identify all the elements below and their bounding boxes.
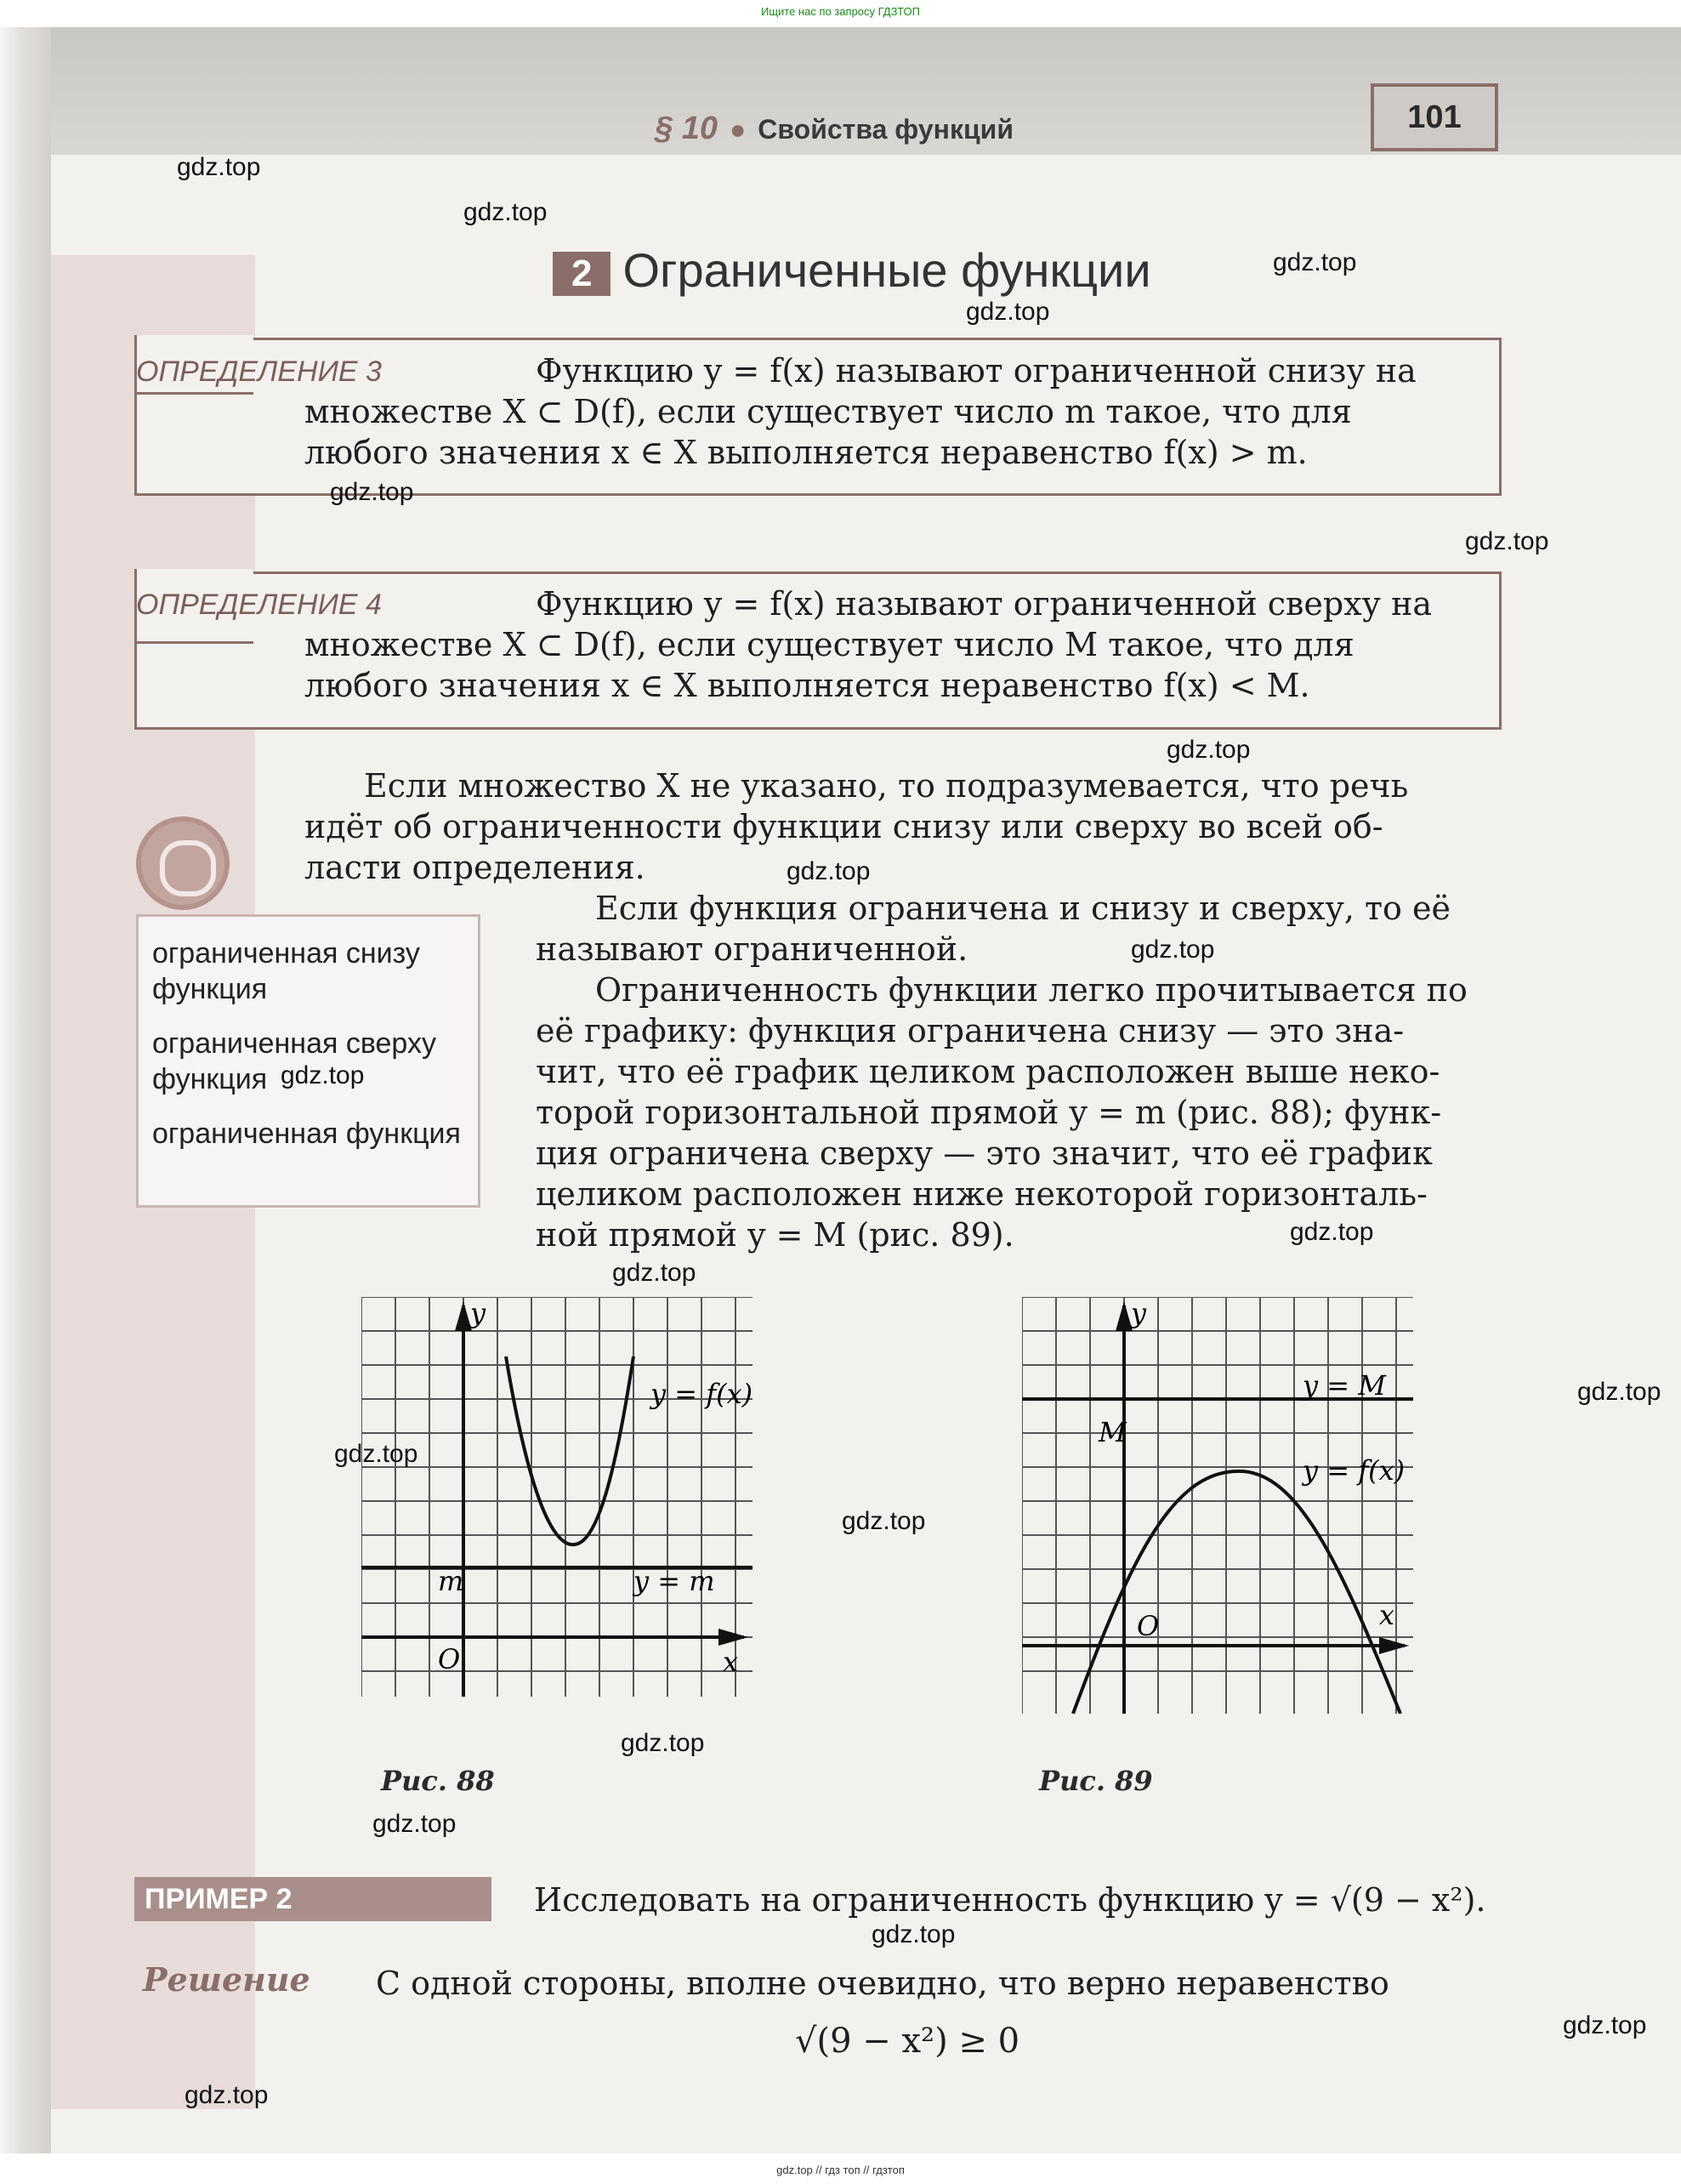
level-label-m: m — [438, 1565, 464, 1597]
watermark: gdz.top — [1167, 736, 1251, 764]
curve-label: y = f(x) — [650, 1378, 752, 1410]
figure-88 — [361, 1297, 752, 1697]
paragraph-3-line-6: целиком расположен ниже некоторой горизонталь- — [536, 1175, 1428, 1213]
axis-label-y: y — [1131, 1297, 1147, 1329]
definition-4-line-3: любого значения x ∈ X выполняется неравенство f(x) < M. — [304, 667, 1310, 704]
watermark: gdz.top — [966, 298, 1050, 326]
paragraph-3-line-4: торой горизонтальной прямой y = m (рис. 88); функ- — [536, 1094, 1442, 1131]
watermark: gdz.top — [842, 1507, 926, 1535]
paragraph-3-line-7: ной прямой y = M (рис. 89). — [536, 1216, 1014, 1254]
paragraph-2-line-1: Если функция ограничена и снизу и сверху, то её — [595, 890, 1451, 927]
line-label: y = M — [1303, 1369, 1386, 1402]
watermark: gdz.top — [1273, 248, 1357, 276]
line-label: y = m — [633, 1565, 715, 1597]
origin-label: O — [1137, 1610, 1160, 1642]
paragraph-3-line-5: ция ограничена сверху — это значит, что её график — [536, 1135, 1433, 1172]
watermark: gdz.top — [1577, 1378, 1661, 1406]
watermark: gdz.top — [330, 478, 414, 506]
book-binding — [0, 27, 51, 2153]
definition-3-line-1: Функцию y = f(x) называют ограниченной снизу на — [536, 352, 1417, 390]
watermark: gdz.top — [787, 857, 871, 885]
example-label: ПРИМЕР 2 — [134, 1877, 491, 1921]
curve-f — [1073, 1471, 1400, 1714]
paragraph-1-line-3: ласти определения. — [304, 849, 645, 886]
page-number: 101 — [1371, 83, 1498, 151]
watermark: gdz.top — [372, 1810, 457, 1838]
axis-label-y: y — [470, 1297, 486, 1329]
origin-label: O — [438, 1643, 461, 1675]
watermark: gdz.top — [281, 1061, 365, 1089]
solution-inequality: √(9 − x²) ≥ 0 — [795, 2022, 1020, 2061]
watermark: gdz.top — [334, 1440, 418, 1468]
logo-icon — [136, 816, 230, 910]
running-head-title: Свойства функций — [758, 114, 1014, 145]
top-link[interactable]: Ищите нас по запросу ГДЗТОП — [760, 5, 920, 18]
watermark: gdz.top — [1465, 527, 1549, 555]
solution-label: Решение — [143, 1960, 310, 1999]
y-axis-arrow-icon — [455, 1301, 472, 1331]
definition-4-line-2: множестве X ⊂ D(f), если существует число M такое, что для — [304, 626, 1354, 663]
definition-3-line-3: любого значения x ∈ X выполняется неравенство f(x) > m. — [304, 434, 1308, 471]
figure-89-caption: Рис. 89 — [1039, 1765, 1153, 1797]
x-axis-arrow-icon — [718, 1629, 748, 1646]
definition-3-label: ОПРЕДЕЛЕНИЕ 3 — [136, 355, 382, 388]
definition-3-line-2: множестве X ⊂ D(f), если существует число m такое, что для — [304, 393, 1352, 430]
y-axis-arrow-icon — [1116, 1301, 1133, 1331]
figure-89 — [1022, 1297, 1413, 1714]
x-axis-arrow-icon — [1379, 1637, 1409, 1654]
figure-88-caption: Рис. 88 — [381, 1765, 495, 1797]
watermark: gdz.top — [1563, 2011, 1647, 2039]
glossary-item: ограниченная функция — [152, 1118, 461, 1150]
solution-text: С одной стороны, вполне очевидно, что верно неравенство — [376, 1965, 1389, 2002]
bottom-link[interactable]: gdz.top // гдз топ // гдзтоп — [776, 2164, 905, 2176]
section-heading — [553, 242, 1151, 298]
definition-4-line-1: Функцию y = f(x) называют ограниченной сверху на — [536, 585, 1433, 623]
axis-label-x: x — [723, 1646, 739, 1678]
watermark: gdz.top — [612, 1259, 696, 1287]
bullet-icon: ● — [729, 114, 747, 145]
section-number: 2 — [553, 252, 610, 296]
figure-89-grid — [1022, 1297, 1413, 1714]
glossary-item: ограниченная сверху функция — [152, 1027, 436, 1095]
paragraph-3-line-2: её графику: функция ограничена снизу — это зна- — [536, 1012, 1405, 1049]
watermark: gdz.top — [463, 198, 548, 226]
glossary-item: ограниченная снизу функция — [152, 937, 420, 1005]
curve-f — [506, 1356, 633, 1544]
watermark: gdz.top — [1290, 1218, 1374, 1246]
axis-label-x: x — [1379, 1599, 1395, 1631]
paragraph-2-line-2: называют ограниченной. — [536, 930, 968, 968]
level-label-M: M — [1099, 1416, 1127, 1448]
running-head — [655, 111, 1014, 147]
paragraph-3-line-3: чит, что её график целиком расположен выше неко- — [536, 1053, 1440, 1090]
watermark: gdz.top — [621, 1729, 705, 1757]
section-title: Ограниченные функции — [622, 243, 1151, 297]
paragraph-3-line-1: Ограниченность функции легко прочитывается по — [595, 971, 1468, 1009]
example-task: Исследовать на ограниченность функцию y = √(9 − x²). — [534, 1881, 1486, 1919]
paragraph-1-line-1: Если множество X не указано, то подразумевается, что речь — [364, 767, 1409, 805]
watermark: gdz.top — [872, 1920, 956, 1948]
paragraph-1-line-2: идёт об ограниченности функции снизу или сверху во всей об- — [304, 808, 1383, 845]
curve-label: y = f(x) — [1303, 1454, 1406, 1487]
definition-4-label: ОПРЕДЕЛЕНИЕ 4 — [136, 589, 382, 621]
watermark: gdz.top — [177, 153, 261, 181]
watermark: gdz.top — [185, 2081, 269, 2109]
watermark: gdz.top — [1131, 936, 1215, 964]
running-head-section: § 10 — [655, 111, 718, 146]
